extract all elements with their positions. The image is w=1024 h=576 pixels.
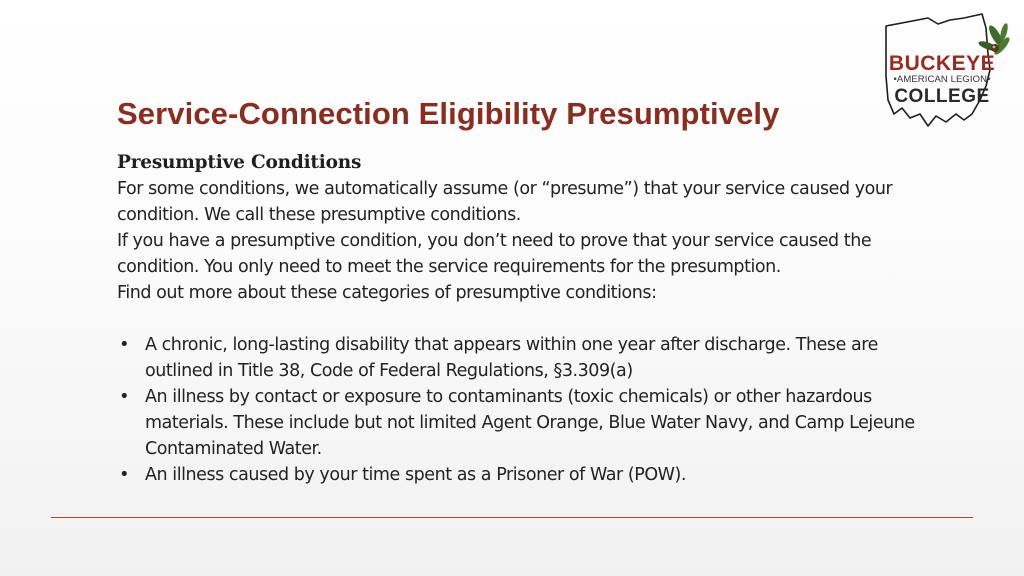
paragraph: If you have a presumptive condition, you don’t need to prove that your service caused the condition. You only need to meet the service requirements for the presumption.	[117, 231, 872, 277]
bullet-item	[117, 332, 947, 384]
slide-body	[117, 150, 947, 488]
slide-title: Service-Connection Eligibility Presumptively	[117, 96, 780, 131]
bullet-marker: •	[119, 387, 129, 407]
bullet-text: An illness caused by your time spent as a Prisoner of War (POW).	[145, 465, 686, 485]
spacer	[117, 306, 947, 332]
bullet-marker: •	[119, 465, 129, 485]
bullet-marker: •	[119, 335, 129, 355]
bullet-text: A chronic, long-lasting disability that appears within one year after discharge. These are outlined in Title 38, Code of Federal Regulations, §3.309(a)	[145, 335, 878, 381]
bullet-list	[117, 332, 947, 488]
logo-line-college: COLLEGE	[894, 86, 990, 107]
footer-divider	[51, 517, 973, 518]
paragraph: For some conditions, we automatically assume (or “presume”) that your service caused your condition. We call these presumptive conditions.	[117, 179, 893, 225]
buckeye-college-logo	[876, 10, 1016, 140]
paragraph: Find out more about these categories of presumptive conditions:	[117, 283, 657, 303]
bullet-item	[117, 462, 947, 488]
logo-line-buckeye: BUCKEYE	[888, 52, 996, 75]
subheading: Presumptive Conditions	[117, 152, 362, 173]
bullet-item	[117, 384, 947, 462]
bullet-text: An illness by contact or exposure to contaminants (toxic chemicals) or other hazardous materials. These include but not limited Agent Orange, Blue Water Navy, and Camp Lejeune Contaminated Water.	[145, 387, 915, 459]
logo-line-american-legion: •AMERICAN LEGION•	[893, 74, 991, 85]
